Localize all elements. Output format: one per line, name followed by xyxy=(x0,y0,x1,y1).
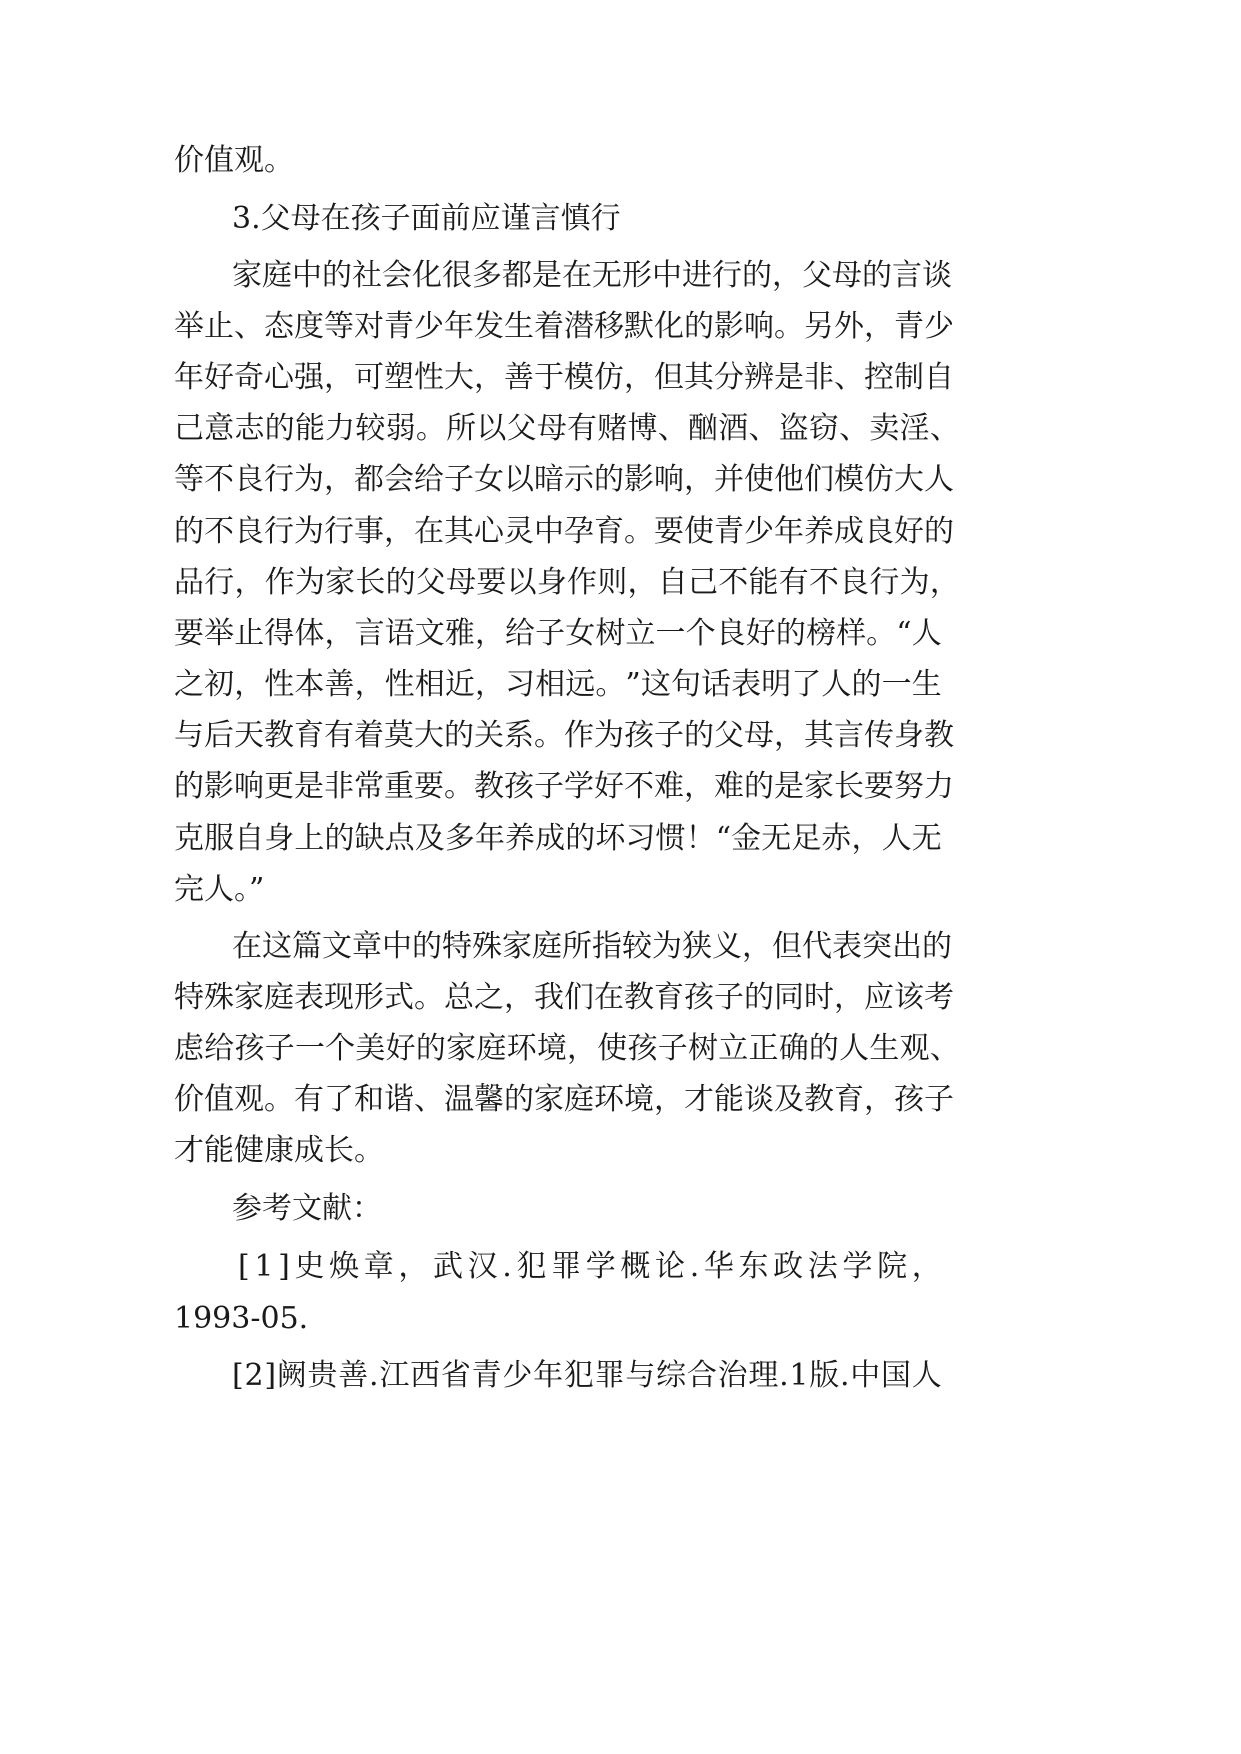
paragraph-line: 品 行 ， 作 为 家 长 的 父 母 要 以 身 作 则 ， 自 己 不 能 有 不 良 行 为 ， xyxy=(174,565,960,600)
paragraph-line: 与 后 天 教 育 有 着 莫 大 的 关 系 。 作 为 孩 子 的 父 母 ， 其 言 传 身 教 xyxy=(174,718,954,753)
paragraph-line: 才能健康成长。 xyxy=(174,1133,384,1168)
reference-item: [ 1 ] 史 焕 章 ， 武 汉 . 犯 罪 学 概 论 . 华 东 政 法 学 院 ， xyxy=(238,1249,942,1284)
paragraph-line: 在 这 篇 文 章 中 的 特 殊 家 庭 所 指 较 为 狭 义 ， 但 代 表 突 出 的 xyxy=(232,929,952,964)
paragraph-line: 克 服 自 身 上 的 缺 点 及 多 年 养 成 的 坏 习 惯 ！ “ 金 无 足 赤 ， 人 无 xyxy=(174,821,942,856)
paragraph-line: 完人。” xyxy=(174,872,265,907)
paragraph-line: 家 庭 中 的 社 会 化 很 多 都 是 在 无 形 中 进 行 的 ， 父 母 的 言 谈 xyxy=(232,258,952,293)
paragraph-line: 等 不 良 行 为 ， 都 会 给 子 女 以 暗 示 的 影 响 ， 并 使 他 们 模 仿 大 人 xyxy=(174,462,954,497)
paragraph-tail-line: 价值观。 xyxy=(174,143,294,178)
paragraph-line: 要 举 止 得 体 ， 言 语 文 雅 ， 给 子 女 树 立 一 个 良 好 的 榜 样 。 “ 人 xyxy=(174,616,942,651)
paragraph-line: 虑 给 孩 子 一 个 美 好 的 家 庭 环 境 ， 使 孩 子 树 立 正 确 的 人 生 观 、 xyxy=(174,1031,960,1066)
references-heading: 参考文献： xyxy=(232,1191,382,1226)
reference-item: [ 2 ] 阙 贵 善 . 江 西 省 青 少 年 犯 罪 与 综 合 治 理 . 1 版 . 中 国 人 xyxy=(232,1358,942,1393)
paragraph-line: 的 不 良 行 为 行 事 ， 在 其 心 灵 中 孕 育 。 要 使 青 少 年 养 成 良 好 的 xyxy=(174,514,954,549)
paragraph-line: 之 初 ， 性 本 善 ， 性 相 近 ， 习 相 远 。 ” 这 句 话 表 明 了 人 的 一 生 xyxy=(174,667,942,702)
paragraph-line: 己 意 志 的 能 力 较 弱 。 所 以 父 母 有 赌 博 、 酗 酒 、 盗 窃 、 卖 淫 、 xyxy=(174,411,960,446)
paragraph-line: 价 值 观 。 有 了 和 谐 、 温 馨 的 家 庭 环 境 ， 才 能 谈 及 教 育 ， 孩 子 xyxy=(174,1082,954,1117)
section-heading: 3.父母在孩子面前应谨言慎行 xyxy=(232,201,621,236)
reference-item-continuation: 1993-05. xyxy=(174,1301,309,1336)
paragraph-line: 的 影 响 更 是 非 常 重 要 。 教 孩 子 学 好 不 难 ， 难 的 是 家 长 要 努 力 xyxy=(174,769,954,804)
paragraph-line: 年 好 奇 心 强 ， 可 塑 性 大 ， 善 于 模 仿 ， 但 其 分 辨 是 非 、 控 制 自 xyxy=(174,360,954,395)
paragraph-line: 举 止 、 态 度 等 对 青 少 年 发 生 着 潜 移 默 化 的 影 响 。 另 外 ， 青 少 xyxy=(174,309,954,344)
paragraph-line: 特 殊 家 庭 表 现 形 式 。 总 之 ， 我 们 在 教 育 孩 子 的 同 时 ， 应 该 考 xyxy=(174,980,954,1015)
